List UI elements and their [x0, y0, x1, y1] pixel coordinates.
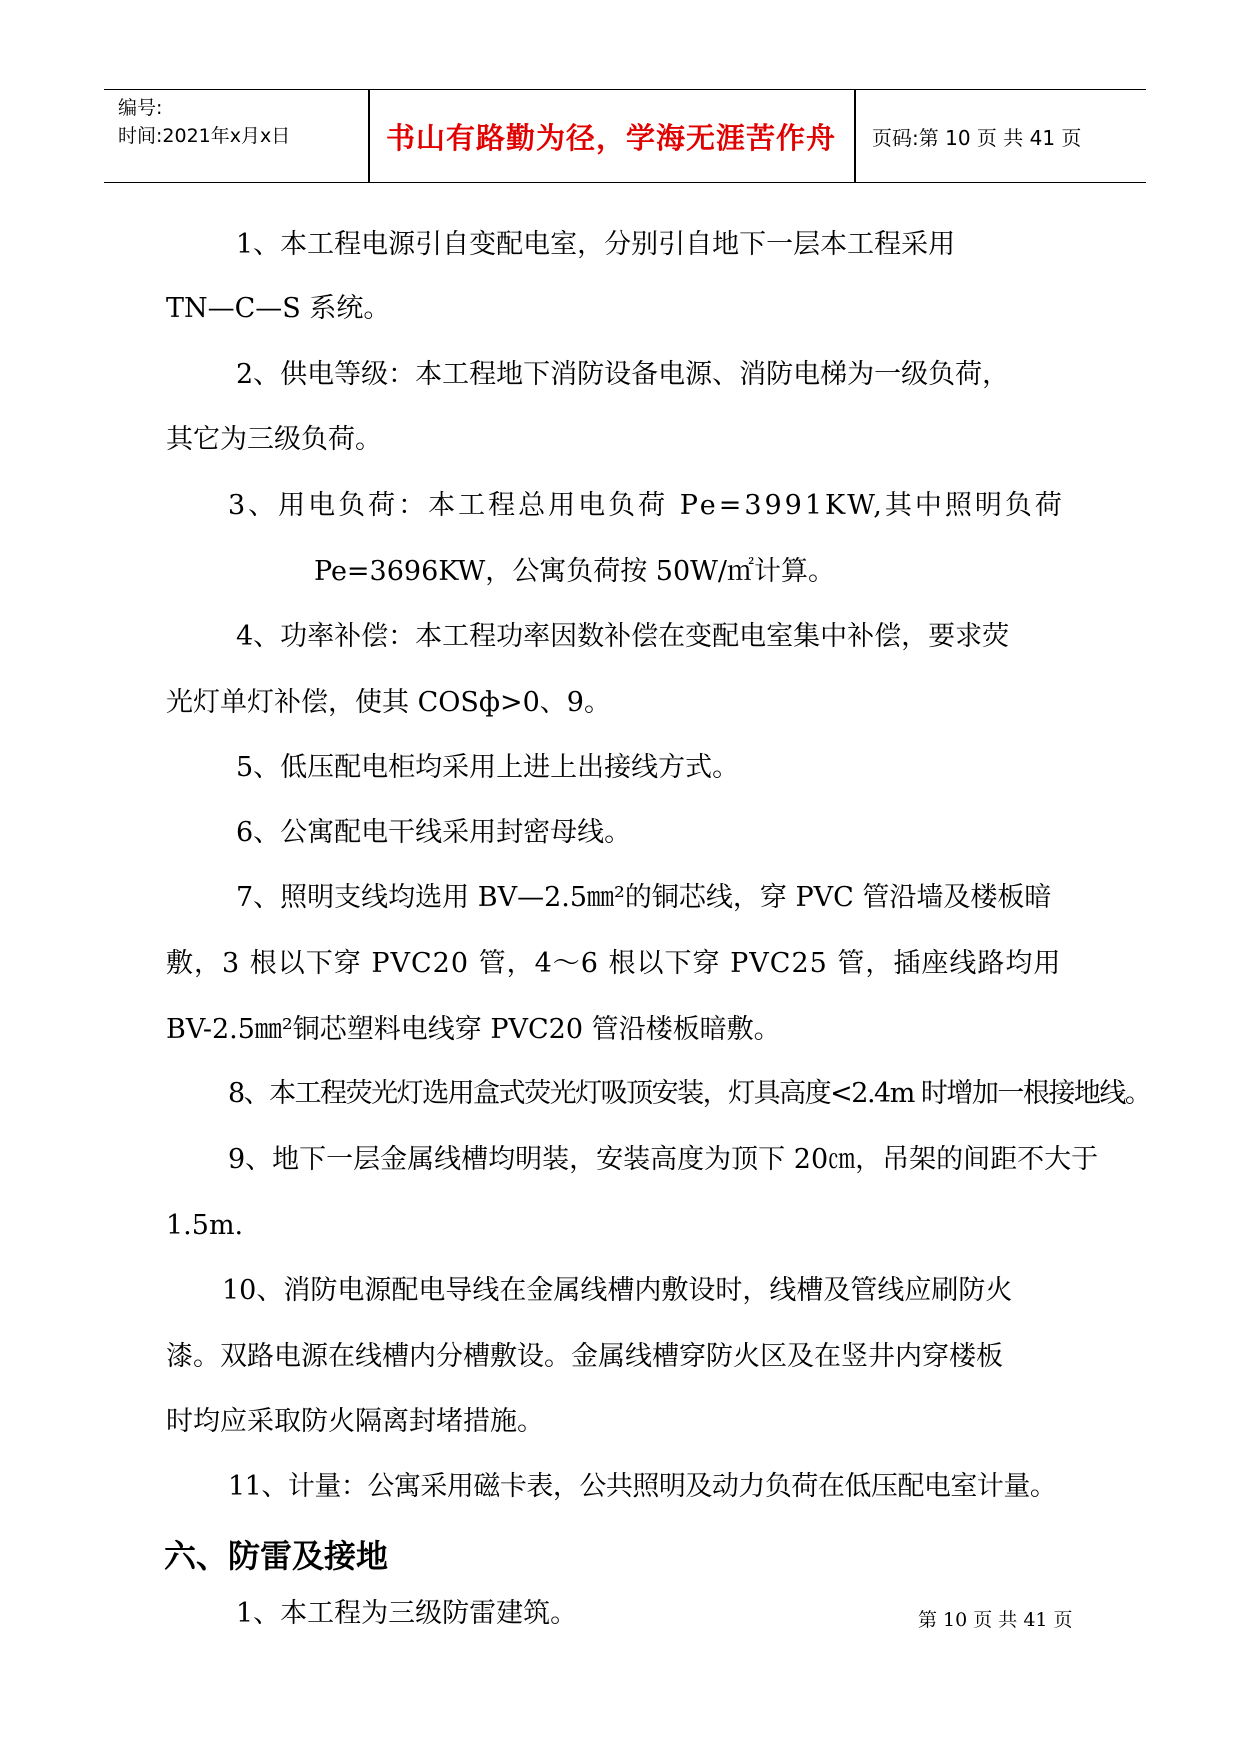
body-line-19: 时均应采取防火隔离封堵措施。: [166, 1406, 544, 1437]
body-last-line: 1、本工程为三级防雷建筑。: [236, 1598, 578, 1629]
body-line-3: 2、供电等级：本工程地下消防设备电源、消防电梯为一级负荷，: [236, 359, 1010, 390]
body-line-6: Pe=3696KW，公寓负荷按 50W/㎡计算。: [314, 556, 836, 587]
body-line-17: 10、消防电源配电导线在金属线槽内敷设时，线槽及管线应刷防火: [222, 1275, 1013, 1306]
body-line-1: 1、本工程电源引自变配电室，分别引自地下一层本工程采用: [236, 229, 956, 260]
header-page-info: 页码:第 10 页 共 41 页: [872, 125, 1082, 150]
body-line-16: 1.5m.: [166, 1210, 244, 1241]
body-line-10: 6、公寓配电干线采用封密母线。: [236, 817, 632, 848]
body-line-4: 其它为三级负荷。: [166, 424, 382, 455]
document-number-label: 编号:: [118, 97, 163, 119]
body-line-15: 9、地下一层金属线槽均明装，安装高度为顶下 20㎝，吊架的间距不大于: [228, 1144, 1099, 1175]
body-line-5: 3、用电负荷：本工程总用电负荷 Pe=3991KW,其中照明负荷: [228, 490, 1065, 521]
body-line-2: TN—C—S 系统。: [166, 293, 391, 324]
document-time-label: 时间:2021年x月x日: [118, 125, 291, 147]
body-line-11: 7、照明支线均选用 BV—2.5㎜²的铜芯线，穿 PVC 管沿墙及楼板暗: [236, 882, 1052, 913]
body-line-7: 4、功率补偿：本工程功率因数补偿在变配电室集中补偿，要求荧: [236, 621, 1010, 652]
header-motto: 书山有路勤为径，学海无涯苦作舟: [385, 120, 836, 155]
section-heading: 六、防雷及接地: [164, 1537, 389, 1575]
header-meta: [118, 94, 290, 150]
page-header: [104, 89, 1146, 183]
body-line-20: 11、计量：公寓采用磁卡表，公共照明及动力负荷在低压配电室计量。: [228, 1471, 1057, 1502]
body-line-12: 敷，3 根以下穿 PVC20 管，4～6 根以下穿 PVC25 管，插座线路均用: [166, 948, 1062, 979]
page-footer: 第 10 页 共 41 页: [918, 1609, 1073, 1631]
body-line-8: 光灯单灯补偿，使其 COSф>0、9。: [166, 687, 611, 718]
body-line-9: 5、低压配电柜均采用上进上出接线方式。: [236, 752, 740, 783]
body-line-18: 漆。双路电源在线槽内分槽敷设。金属线槽穿防火区及在竖井内穿楼板: [166, 1341, 1003, 1372]
header-divider-right: [854, 90, 856, 182]
body-line-14: 8、本工程荧光灯选用盒式荧光灯吸顶安装，灯具高度<2.4m 时增加一根接地线。: [228, 1078, 1151, 1109]
body-line-13: BV-2.5㎜²铜芯塑料电线穿 PVC20 管沿楼板暗敷。: [166, 1014, 781, 1045]
